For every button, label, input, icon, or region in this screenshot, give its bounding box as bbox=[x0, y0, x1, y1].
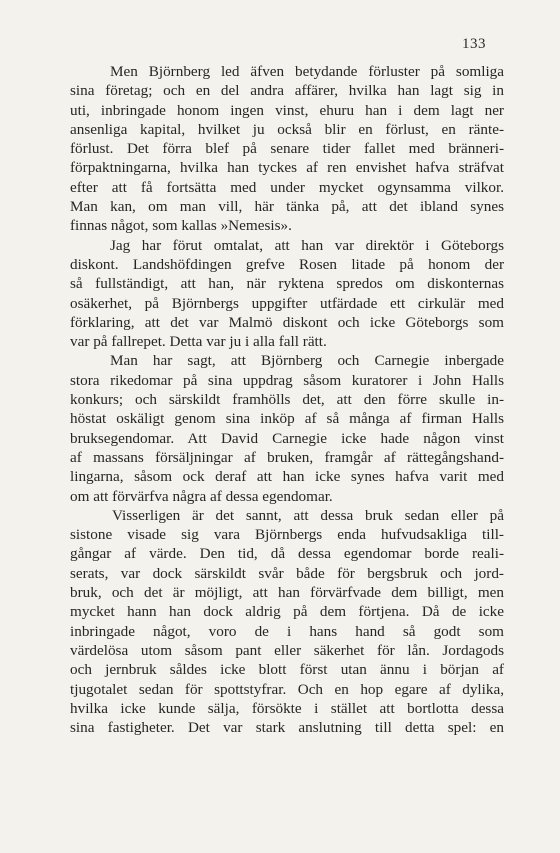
text-line: så fullständigt, att han, när ryktena spredos om diskonternas bbox=[70, 275, 504, 293]
text-line: om att förvärfva några af dessa egendomar. bbox=[70, 487, 333, 505]
text-line: mycket hann han dock aldrig på dem förtjena. Då de icke bbox=[70, 603, 504, 621]
text-line: sina företag; och en del andra affärer, hvilka han lagt sig in bbox=[70, 82, 504, 100]
page-number: 133 bbox=[462, 36, 486, 52]
text-line: finnas något, som kallas »Nemesis». bbox=[70, 217, 292, 235]
text-line: konkurs; och särskildt framhölls det, att den förre skulle in- bbox=[70, 391, 504, 409]
text-line: af massans försäljningar af bruken, framgår af rättegångshand- bbox=[70, 448, 504, 466]
text-line: Man kan, om man vill, här tänka på, att det ibland synes bbox=[70, 198, 504, 216]
text-line: sina fastigheter. Det var stark anslutning till detta spel: en bbox=[70, 719, 504, 737]
text-line: osäkerhet, på Björnbergs uppgifter utfärdade ett cirkulär med bbox=[70, 294, 504, 312]
text-line: sistone visade sig vara Björnbergs enda hufvudsakliga till- bbox=[70, 526, 504, 544]
text-line: bruksegendomar. Att David Carnegie icke hade någon vinst bbox=[70, 429, 504, 447]
text-line: förlust. Det förra blef på senare tider fallet med bränneri- bbox=[70, 140, 504, 158]
text-line: gångar af värde. Den tid, då dessa egendomar borde reali- bbox=[70, 545, 504, 563]
text-line: uti, inbringade honom ingen vinst, ehuru han i dem lagt ner bbox=[70, 101, 504, 119]
text-line: bruk, och det är möjligt, att han förvärfvade dem billigt, men bbox=[70, 584, 504, 602]
text-line: höstat oskäligt genom sina inköp af så många af firman Halls bbox=[70, 410, 504, 428]
text-line: tjugotalet sedan för spottstyfrar. Och en hop egare af dylika, bbox=[70, 680, 504, 698]
text-line: Man har sagt, att Björnberg och Carnegie inbergade bbox=[110, 352, 504, 370]
text-line: serats, var dock särskildt svår både för bergsbruk och jord- bbox=[70, 564, 504, 582]
text-line: hvilka icke kunde sälja, försökte i stället att bortlotta dessa bbox=[70, 699, 504, 717]
text-line: Jag har förut omtalat, att han var direktör i Göteborgs bbox=[110, 236, 504, 254]
text-line: diskont. Landshöfdingen grefve Rosen litade på honom der bbox=[70, 255, 504, 273]
text-line: inbringade något, voro de i hans hand så godt som bbox=[70, 622, 504, 640]
text-line: Men Björnberg led äfven betydande förluster på somliga bbox=[110, 63, 504, 80]
body-text bbox=[70, 62, 504, 737]
text-line: lingarna, såsom ock deraf att han icke synes hafva varit med bbox=[70, 468, 504, 486]
text-line: och jernbruk såldes icke blott först utan ännu i början af bbox=[70, 661, 504, 679]
text-line: var på fallrepet. Detta var ju i alla fall rätt. bbox=[70, 333, 327, 351]
text-line: efter att få fortsätta med under mycket ogynsamma vilkor. bbox=[70, 178, 504, 196]
text-line: värdelösa utom såsom pant eller säkerhet för lån. Jordagods bbox=[70, 641, 504, 659]
text-line: stora rikedomar på sina uppdrag såsom kuratorer i John Halls bbox=[70, 371, 504, 389]
text-line: ansenliga kapital, hvilket ju också blir en förlust, en ränte- bbox=[70, 120, 504, 138]
text-line: förklaring, att det var Malmö diskont och icke Göteborgs som bbox=[70, 313, 504, 331]
text-line: förpaktningarna, hvilka han tyckes af ren envishet hafva sträfvat bbox=[70, 159, 504, 177]
text-line: Visserligen är det sannt, att dessa bruk sedan eller på bbox=[112, 506, 504, 524]
